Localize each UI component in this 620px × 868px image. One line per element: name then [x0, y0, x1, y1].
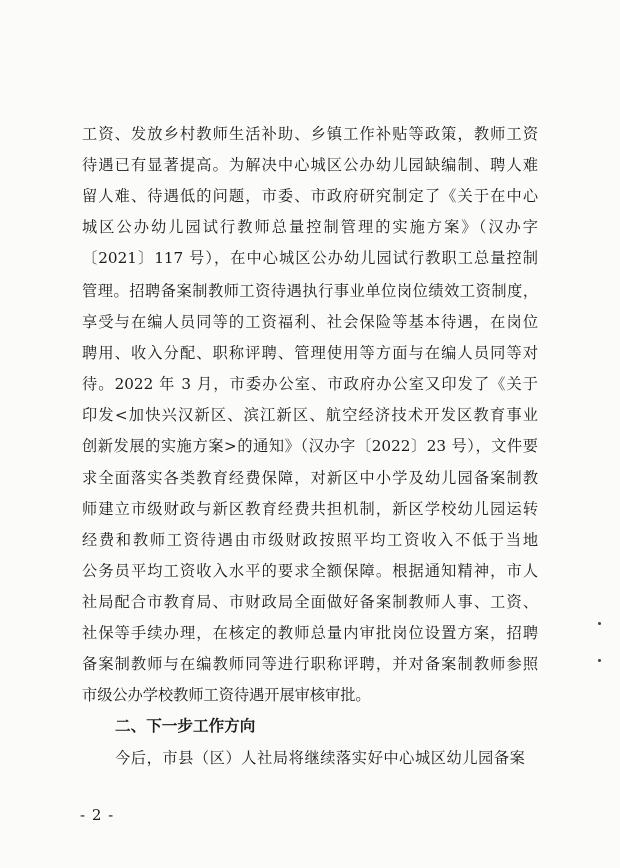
- text-line: 印发<加快兴汉新区、滨江新区、航空经济技术开发区教育事业: [82, 406, 538, 424]
- text-line: 师建立市级财政与新区教育经费共担机制，新区学校幼儿园运转: [82, 500, 538, 518]
- page-number: - 2 -: [80, 806, 115, 824]
- text-line: 经费和教师工资待遇由市级财政按照平均工资收入不低于当地: [82, 531, 538, 549]
- text-line: 备案制教师与在编教师同等进行职称评聘，并对备案制教师参照: [82, 655, 538, 673]
- text-line: 聘用、收入分配、职称评聘、管理使用等方面与在编人员同等对: [82, 344, 538, 362]
- text-line: 社局配合市教育局、市财政局全面做好备案制教师人事、工资、: [82, 593, 538, 611]
- text-line: 求全面落实各类教育经费保障，对新区中小学及幼儿园备案制教: [82, 469, 538, 487]
- text-line: 城区公办幼儿园试行教师总量控制管理的实施方案》（汉办字: [82, 218, 538, 236]
- text-line: 享受与在编人员同等的工资福利、社会保险等基本待遇，在岗位: [82, 313, 538, 331]
- text-line: 社保等手续办理，在核定的教师总量内审批岗位设置方案，招聘: [82, 624, 538, 642]
- scan-speck: [598, 659, 601, 662]
- text-line: 待。2022 年 3 月，市委办公室、市政府办公室又印发了《关于: [82, 375, 538, 393]
- text-line: 市级公办学校教师工资待遇开展审核审批。: [82, 686, 371, 704]
- text-line: 〔2021〕117 号），在中心城区公办幼儿园试行教职工总量控制: [82, 249, 538, 267]
- section-heading: 二、下一步工作方向: [115, 717, 256, 735]
- text-line: 待遇已有显著提高。为解决中心城区公办幼儿园缺编制、聘人难: [82, 156, 538, 174]
- text-line: 今后，市县（区）人社局将继续落实好中心城区幼儿园备案: [115, 749, 526, 767]
- scan-speck: [598, 622, 601, 625]
- text-line: 工资、发放乡村教师生活补助、乡镇工作补贴等政策，教师工资: [82, 125, 538, 143]
- text-line: 留人难、待遇低的问题，市委、市政府研究制定了《关于在中心: [82, 187, 538, 205]
- text-line: 创新发展的实施方案>的通知》（汉办字〔2022〕23 号），文件要: [82, 437, 538, 455]
- text-line: 公务员平均工资收入水平的要求全额保障。根据通知精神，市人: [82, 562, 538, 580]
- text-line: 管理。招聘备案制教师工资待遇执行事业单位岗位绩效工资制度，: [82, 282, 538, 300]
